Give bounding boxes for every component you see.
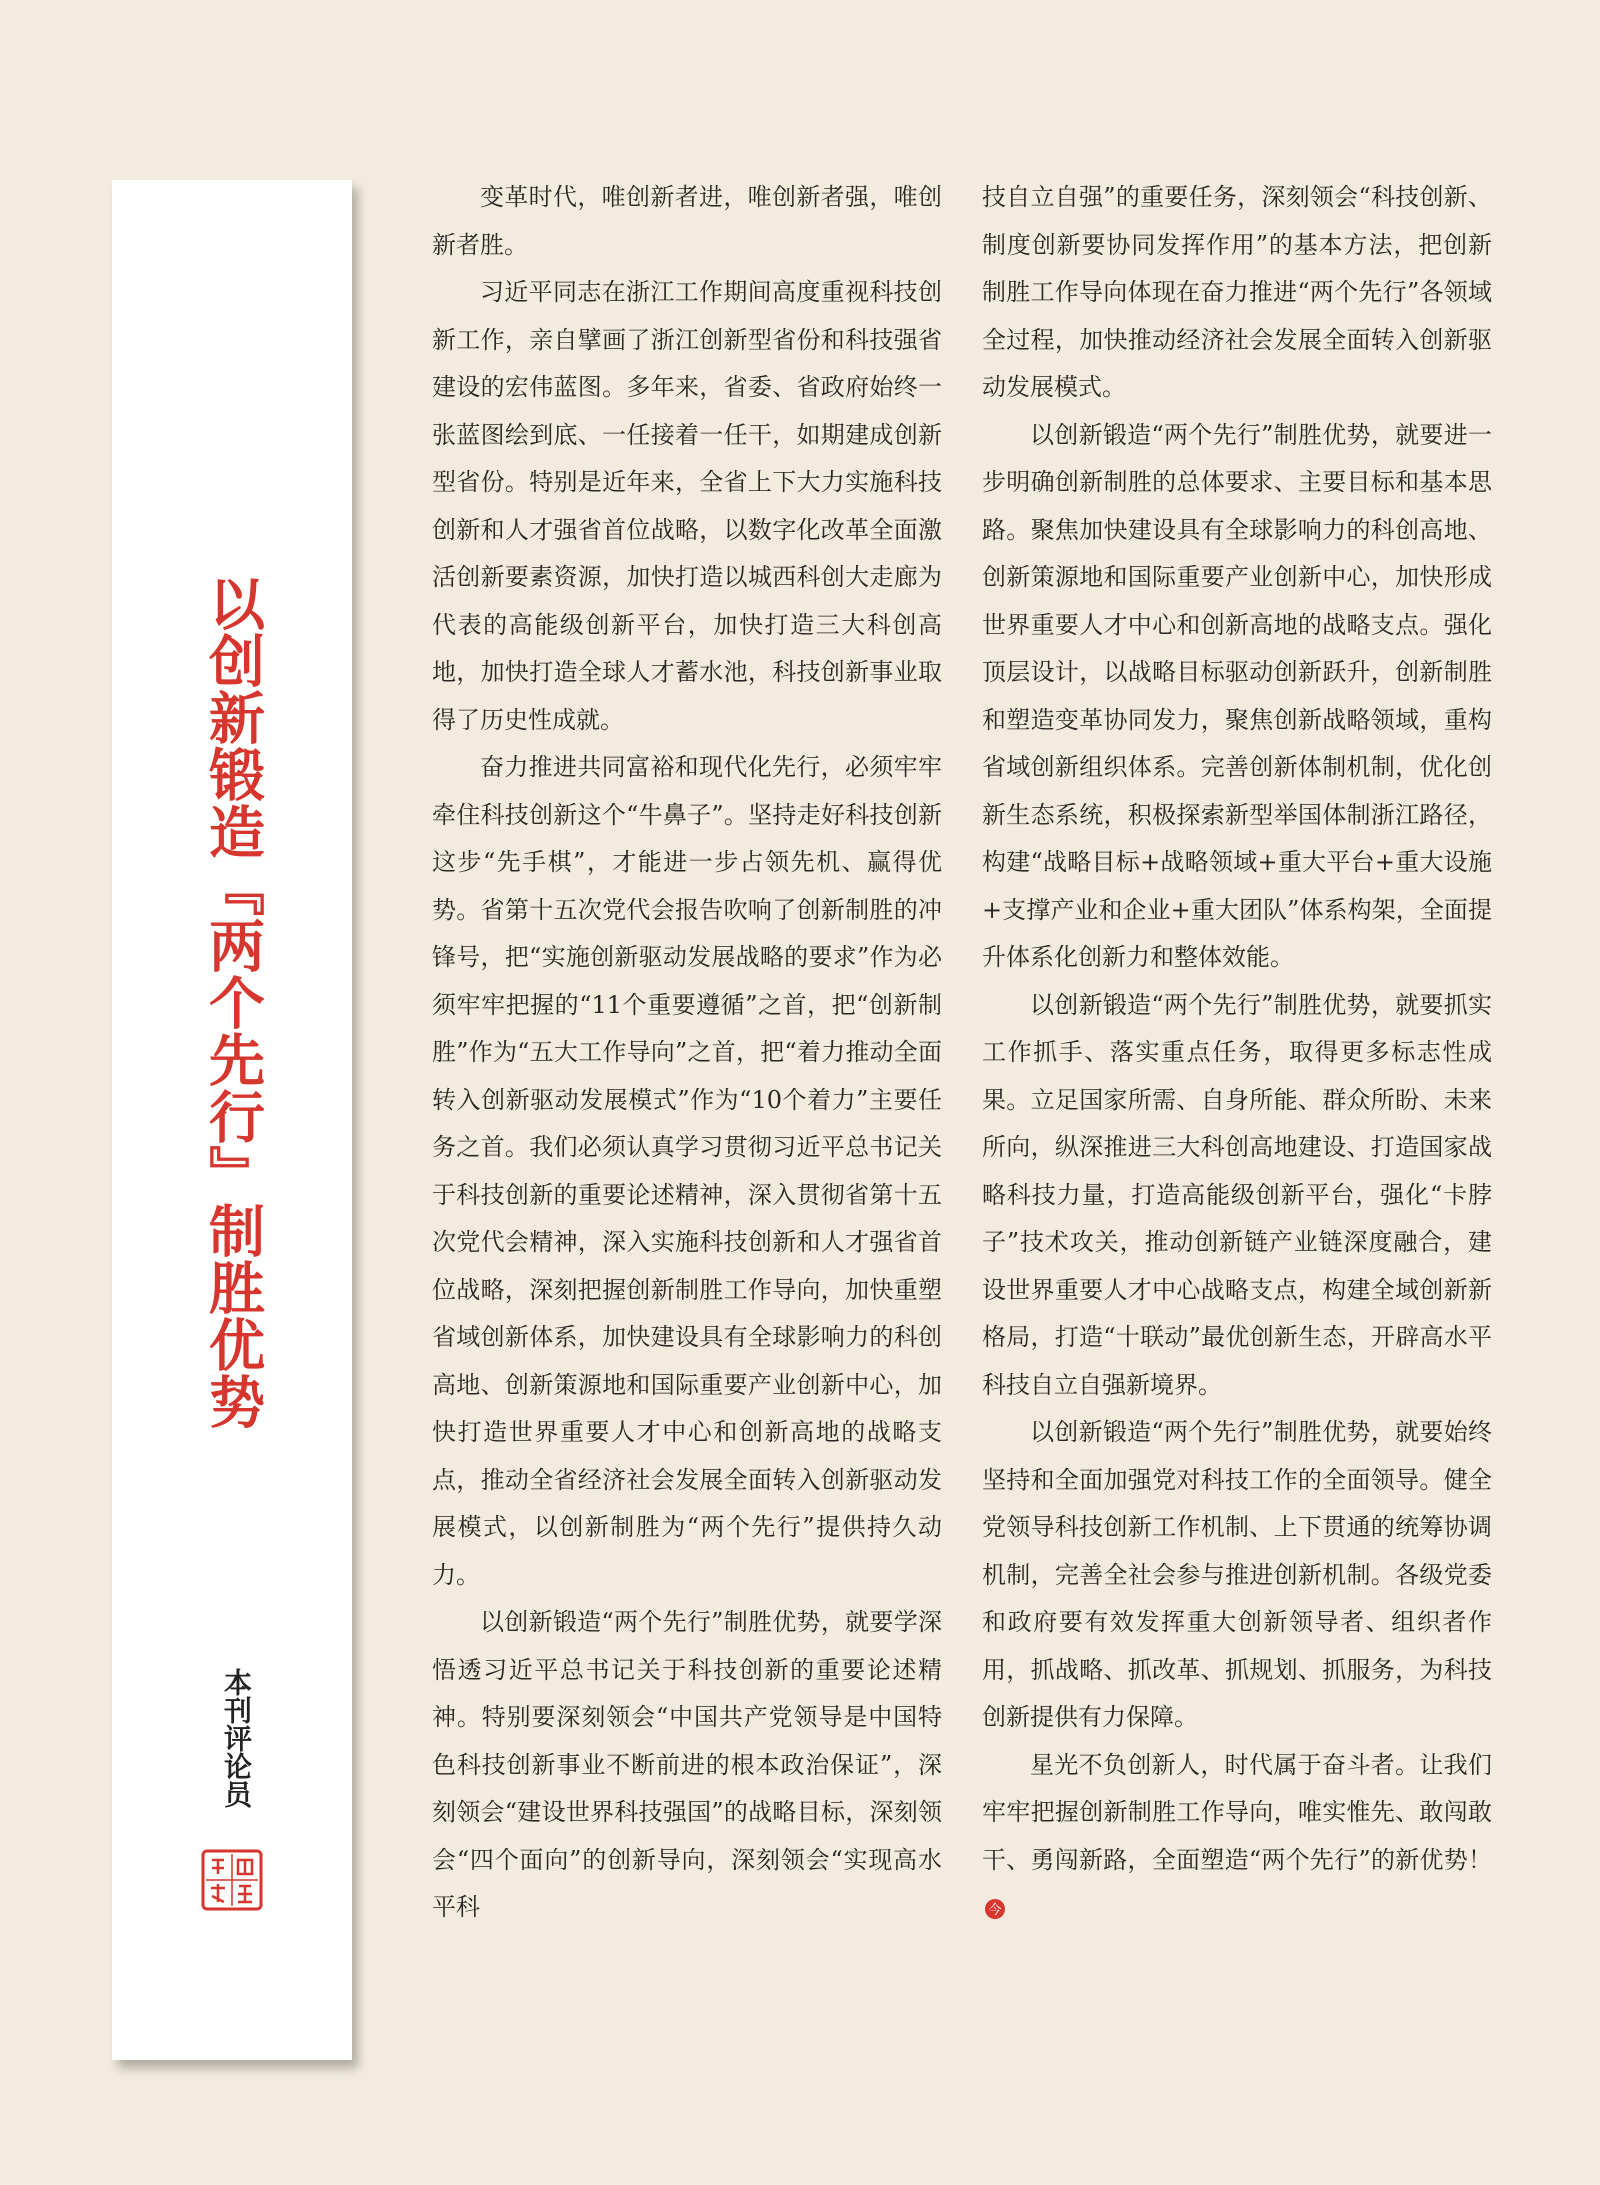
paragraph: 以创新锻造“两个先行”制胜优势，就要抓实工作抓手、落实重点任务，取得更多标志性成果。立足国家所需、自身所能、群众所盼、未来所向，纵深推进三大科创高地建设、打造国家战略科技力量，打造高能级创新平台，强化“卡脖子”技术攻关，推动创新链产业链深度融合，建设世界重要人才中心战略支点，构建全域创新新格局，打造“十联动”最优创新生态，开辟高水平科技自立自强新境界。 <box>982 990 1492 1399</box>
paragraph-continuation: 技自立自强”的重要任务，深刻领会“科技创新、制度创新要协同发挥作用”的基本方法，把创新制胜工作导向体现在奋力推进“两个先行”各领域全过程，加快推动经济社会发展全面转入创新驱动发展模式。 <box>982 183 1492 401</box>
byline: 本刊评论员 <box>220 1668 253 1808</box>
end-mark-icon <box>984 1898 1006 1920</box>
article-title: 以创新锻造『两个先行』制胜优势 <box>200 575 265 1430</box>
paragraph: 以创新锻造“两个先行”制胜优势，就要始终坚持和全面加强党对科技工作的全面领导。健全党领导科技创新工作机制、上下贯通的统筹协调机制，完善全社会参与推进创新机制。各级党委和政府要有效发挥重大创新领导者、组织者作用，抓战略、抓改革、抓规划、抓服务，为科技创新提供有力保障。 <box>982 1418 1492 1731</box>
paragraph: 奋力推进共同富裕和现代化先行，必须牢牢牵住科技创新这个“牛鼻子”。坚持走好科技创新这步“先手棋”，才能进一步占领先机、赢得优势。省第十五次党代会报告吹响了创新制胜的冲锋号，把“实施创新驱动发展战略的要求”作为必须牢牢把握的“11个重要遵循”之首，把“创新制胜”作为“五大工作导向”之首，把“着力推动全面转入创新驱动发展模式”作为“10个着力”主要任务之首。我们必须认真学习贯彻习近平总书记关于科技创新的重要论述精神，深入贯彻省第十五次党代会精神，深入实施科技创新和人才强省首位战略，深刻把握创新制胜工作导向，加快重塑省域创新体系，加快建设具有全球影响力的科创高地、创新策源地和国际重要产业创新中心，加快打造世界重要人才中心和创新高地的战略支点，推动全省经济社会发展全面转入创新驱动发展模式，以创新制胜为“两个先行”提供持久动力。 <box>432 753 942 1589</box>
seal-stamp-icon <box>200 1848 264 1912</box>
article-column-right <box>982 174 1492 1932</box>
paragraph: 变革时代，唯创新者进，唯创新者强，唯创新者胜。 <box>432 183 942 259</box>
article-column-left <box>432 174 942 1932</box>
end-mark-text: 今 <box>988 1902 1002 1918</box>
closing-text: 星光不负创新人，时代属于奋斗者。让我们牢牢把握创新制胜工作导向，唯实惟先、敢闯敢干、勇闯新路，全面塑造“两个先行”的新优势！ <box>982 1750 1492 1874</box>
paragraph: 以创新锻造“两个先行”制胜优势，就要学深悟透习近平总书记关于科技创新的重要论述精神。特别要深刻领会“中国共产党领导是中国特色科技创新事业不断前进的根本政治保证”，深刻领会“建设世界科技强国”的战略目标，深刻领会“四个面向”的创新导向，深刻领会“实现高水平科 <box>432 1608 942 1921</box>
paragraph: 以创新锻造“两个先行”制胜优势，就要进一步明确创新制胜的总体要求、主要目标和基本思路。聚焦加快建设具有全球影响力的科创高地、创新策源地和国际重要产业创新中心，加快形成世界重要人才中心和创新高地的战略支点。强化顶层设计，以战略目标驱动创新跃升，创新制胜和塑造变革协同发力，聚焦创新战略领域，重构省域创新组织体系。完善创新体制机制，优化创新生态系统，积极探索新型举国体制浙江路径，构建“战略目标+战略领域+重大平台+重大设施+支撑产业和企业+重大团队”体系构架，全面提升体系化创新力和整体效能。 <box>982 420 1492 971</box>
paragraph: 习近平同志在浙江工作期间高度重视科技创新工作，亲自擘画了浙江创新型省份和科技强省建设的宏伟蓝图。多年来，省委、省政府始终一张蓝图绘到底、一任接着一任干，如期建成创新型省份。特别是近年来，全省上下大力实施科技创新和人才强省首位战略，以数字化改革全面激活创新要素资源，加快打造以城西科创大走廊为代表的高能级创新平台，加快打造三大科创高地，加快打造全球人才蓄水池，科技创新事业取得了历史性成就。 <box>432 278 942 734</box>
paragraph-closing <box>982 1742 1492 1932</box>
